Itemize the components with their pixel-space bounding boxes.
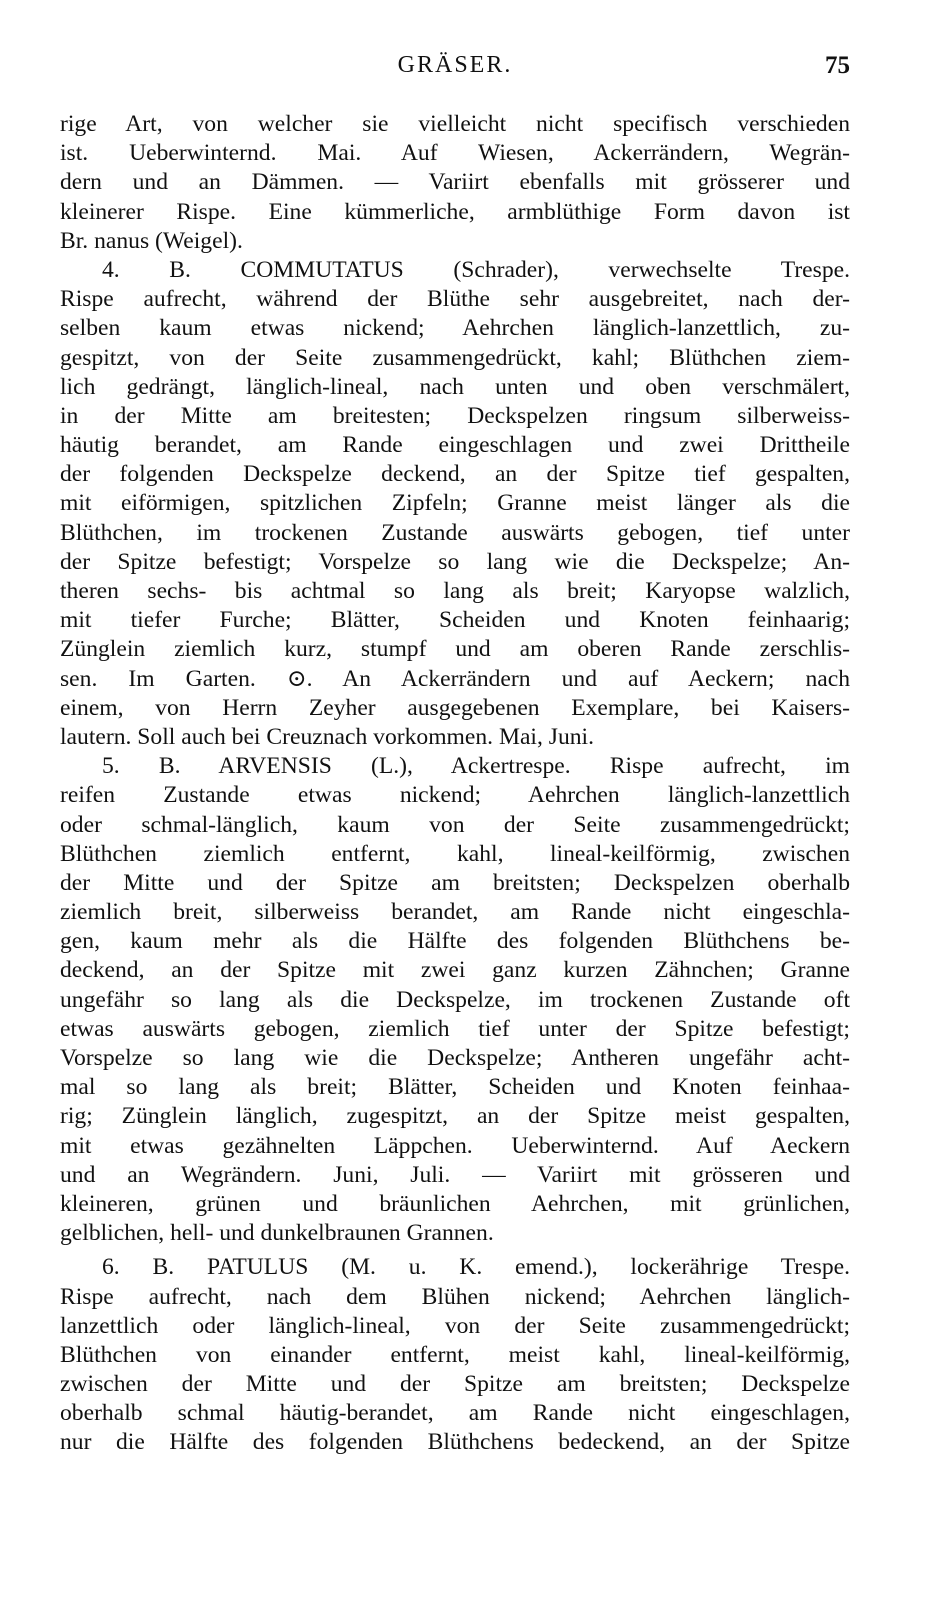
text-line: mit etwas gezähnelten Läppchen. Ueberwinternd. Auf Aeckern xyxy=(60,1132,850,1159)
text-line: zwischen der Mitte und der Spitze am breitsten; Deckspelze xyxy=(60,1371,850,1398)
text-line: Zünglein ziemlich kurz, stumpf und am oberen Rande zerschlis- xyxy=(60,636,850,663)
text-line: mal so lang als breit; Blätter, Scheiden und Knoten feinhaa- xyxy=(60,1074,850,1101)
text-line: oberhalb schmal häutig-berandet, am Rande nicht eingeschlagen, xyxy=(60,1400,850,1427)
text-line: gespitzt, von der Seite zusammengedrückt, kahl; Blüthchen ziem- xyxy=(60,344,850,371)
text-line: sen. Im Garten. ⊙. An Ackerrändern und auf Aeckern; nach xyxy=(60,665,850,692)
text-line: lanzettlich oder länglich-lineal, von der Seite zusammengedrückt; xyxy=(60,1312,850,1339)
text-line: theren sechs- bis achtmal so lang als breit; Karyopse walzlich, xyxy=(60,578,850,604)
page-number: 75 xyxy=(825,52,850,79)
text-line: selben kaum etwas nickend; Aehrchen länglich-lanzettlich, zu- xyxy=(60,315,850,342)
text-line: der Mitte und der Spitze am breitsten; Deckspelzen oberhalb xyxy=(60,869,850,896)
text-line: kleineren, grünen und bräunlichen Aehrchen, mit grünlichen, xyxy=(60,1190,850,1217)
text-line: 5. B. ARVENSIS (L.), Ackertrespe. Rispe aufrecht, im xyxy=(102,753,850,780)
text-line: ziemlich breit, silberweiss berandet, am Rande nicht eingeschla- xyxy=(60,899,850,926)
text-line: mit tiefer Furche; Blätter, Scheiden und Knoten feinhaarig; xyxy=(60,607,850,634)
text-line: in der Mitte am breitesten; Deckspelzen ringsum silberweiss- xyxy=(60,402,850,429)
text-line: reifen Zustande etwas nickend; Aehrchen länglich-lanzettlich xyxy=(60,782,850,809)
text-line: lich gedrängt, länglich-lineal, nach unten und oben verschmälert, xyxy=(60,373,850,400)
text-line: der Spitze befestigt; Vorspelze so lang wie die Deckspelze; An- xyxy=(60,548,850,575)
text-line: Blüthchen ziemlich entfernt, kahl, lineal-keilförmig, zwischen xyxy=(60,840,850,867)
text-line: einem, von Herrn Zeyher ausgegebenen Exemplare, bei Kaisers- xyxy=(60,694,850,721)
text-line: der folgenden Deckspelze deckend, an der Spitze tief gespalten, xyxy=(60,461,850,488)
text-line: Rispe aufrecht, während der Blüthe sehr ausgebreitet, nach der- xyxy=(60,286,850,313)
text-line: lautern. Soll auch bei Creuznach vorkommen. Mai, Juni. xyxy=(60,723,595,750)
text-line: häutig berandet, am Rande eingeschlagen und zwei Drittheile xyxy=(60,432,850,459)
text-line: ungefähr so lang als die Deckspelze, im trockenen Zustande oft xyxy=(60,986,850,1013)
text-line: kleinerer Rispe. Eine kümmerliche, armblüthige Form davon ist xyxy=(60,198,850,225)
text-line: dern und an Dämmen. — Variirt ebenfalls mit grösserer und xyxy=(60,169,850,196)
text-line: rig; Zünglein länglich, zugespitzt, an der Spitze meist gespalten, xyxy=(60,1103,850,1130)
text-line: etwas auswärts gebogen, ziemlich tief unter der Spitze befestigt; xyxy=(60,1015,850,1042)
text-line: Rispe aufrecht, nach dem Blühen nickend; Aehrchen länglich- xyxy=(60,1283,850,1310)
running-head: GRÄSER. xyxy=(397,52,513,78)
text-line: gelblichen, hell- und dunkelbraunen Grannen. xyxy=(60,1220,494,1247)
text-line: deckend, an der Spitze mit zwei ganz kurzen Zähnchen; Granne xyxy=(60,957,850,984)
text-line: rige Art, von welcher sie vielleicht nicht specifisch verschieden xyxy=(60,111,850,137)
text-line: oder schmal-länglich, kaum von der Seite zusammengedrückt; xyxy=(60,811,850,838)
text-line: Blüthchen von einander entfernt, meist kahl, lineal-keilförmig, xyxy=(60,1341,850,1368)
text-line: Br. nanus (Weigel). xyxy=(60,227,243,254)
text-line: und an Wegrändern. Juni, Juli. — Variirt mit grösseren und xyxy=(60,1161,850,1188)
text-line: nur die Hälfte des folgenden Blüthchens bedeckend, an der Spitze xyxy=(60,1429,850,1456)
text-line: Vorspelze so lang wie die Deckspelze; Antheren ungefähr acht- xyxy=(60,1045,850,1071)
text-line: mit eiförmigen, spitzlichen Zipfeln; Granne meist länger als die xyxy=(60,490,850,517)
text-line: 6. B. PATULUS (M. u. K. emend.), lockerährige Trespe. xyxy=(102,1254,850,1281)
text-line: 4. B. COMMUTATUS (Schrader), verwechselte Trespe. xyxy=(102,256,850,283)
text-line: Blüthchen, im trockenen Zustande auswärts gebogen, tief unter xyxy=(60,519,850,546)
text-line: ist. Ueberwinternd. Mai. Auf Wiesen, Ackerrändern, Wegrän- xyxy=(60,140,850,167)
text-line: gen, kaum mehr als die Hälfte des folgenden Blüthchens be- xyxy=(60,928,850,955)
body-text xyxy=(60,110,850,1458)
page-header xyxy=(60,52,850,86)
